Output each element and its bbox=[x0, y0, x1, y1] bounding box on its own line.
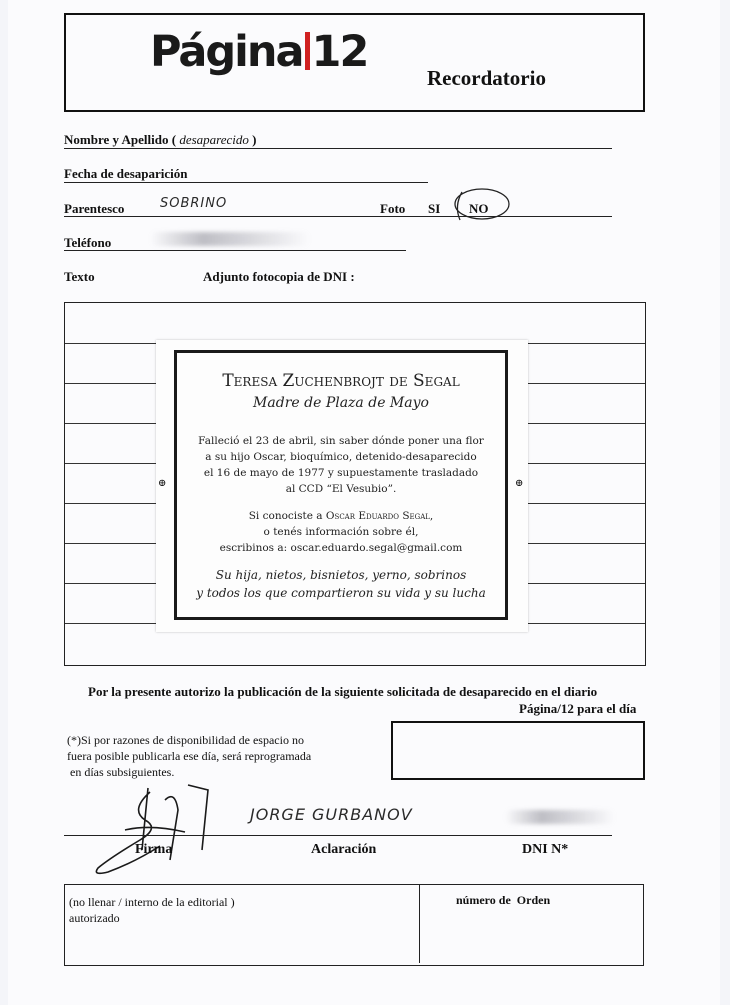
firma-label: Firma bbox=[135, 842, 173, 857]
clipping-name: Teresa Zuchenbrojt de Segal bbox=[222, 371, 460, 391]
reschedule-note-line: (*)Si por razones de disponibilidad de espacio no bbox=[67, 733, 304, 747]
clipping-contact-name: Oscar Eduardo Segal, bbox=[325, 510, 434, 522]
parentesco-line bbox=[64, 216, 612, 217]
clipping-contact-email: escribinos a: oscar.eduardo.segal@gmail.com bbox=[219, 542, 463, 554]
clip-registration-mark-right: ⊕ bbox=[515, 478, 524, 489]
editorial-note-line2: autorizado bbox=[69, 911, 120, 925]
logo-text-left: Página bbox=[150, 27, 303, 77]
telefono-line bbox=[64, 250, 406, 251]
nombre-label bbox=[64, 132, 256, 148]
nombre-label-close: ) bbox=[252, 132, 257, 147]
clipping-para2-line1 bbox=[177, 510, 505, 522]
editorial-note-line1: (no llenar / interno de la editorial ) bbox=[69, 895, 235, 909]
order-number-label: número de Orden bbox=[456, 893, 551, 907]
clipping-contact-intro: Si conociste a bbox=[248, 510, 323, 522]
clip-registration-mark-left: ⊕ bbox=[158, 478, 167, 489]
aclaracion-label: Aclaración bbox=[311, 842, 377, 857]
clipping-frame bbox=[174, 350, 508, 620]
parentesco-handwritten-value: SOBRINO bbox=[160, 196, 228, 211]
dni-copy-label: Adjunto fotocopia de DNI : bbox=[203, 269, 355, 284]
publication-date-field[interactable] bbox=[391, 721, 645, 780]
parentesco-label: Parentesco bbox=[64, 201, 125, 216]
pagina12-logo bbox=[150, 27, 367, 77]
pasted-obituary-clipping bbox=[156, 340, 528, 632]
nombre-label-text: Nombre y Apellido ( bbox=[64, 132, 177, 147]
logo-red-bar bbox=[305, 32, 310, 70]
dni-label: DNI N* bbox=[522, 842, 569, 857]
clipping-para1-line: el 16 de mayo de 1977 y supuestamente trasladado bbox=[203, 467, 479, 479]
nombre-line bbox=[64, 148, 612, 149]
clipping-para1-line: al CCD “El Vesubio”. bbox=[285, 483, 397, 495]
reschedule-note-line: fuera posible publicarla ese día, será reprogramada bbox=[67, 749, 312, 763]
form-title: Recordatorio bbox=[427, 66, 546, 90]
clipping-closing-line: y todos los que compartieron su vida y su lucha bbox=[196, 586, 486, 600]
fecha-line bbox=[64, 182, 428, 183]
dni-redacted bbox=[505, 810, 615, 824]
aclaracion-handwritten-value: JORGE GURBANOV bbox=[250, 805, 413, 824]
authorization-line2: Página/12 para el día bbox=[519, 701, 637, 716]
logo-text-right: 12 bbox=[311, 27, 368, 77]
clipping-para1-line: Falleció el 23 de abril, sin saber dónde poner una flor bbox=[198, 435, 484, 447]
clipping-para2-line2: o tenés información sobre él, bbox=[263, 526, 419, 538]
foto-label: Foto bbox=[380, 201, 406, 216]
signature-scribble bbox=[90, 780, 220, 885]
clipping-subtitle: Madre de Plaza de Mayo bbox=[253, 395, 429, 411]
foto-no-circle-mark bbox=[448, 184, 514, 224]
authorization-line1: Por la presente autorizo la publicación de la siguiente solicitada de desaparecido en el diario bbox=[88, 684, 598, 699]
reschedule-note-line: en días subsiguientes. bbox=[67, 765, 175, 779]
fecha-label: Fecha de desaparición bbox=[64, 166, 188, 181]
editorial-internal-area bbox=[64, 884, 644, 966]
texto-label: Texto bbox=[64, 269, 95, 284]
order-number-box bbox=[419, 885, 642, 963]
telefono-redacted bbox=[150, 232, 310, 246]
clipping-para1-line: a su hijo Oscar, bioquímico, detenido-desaparecido bbox=[205, 451, 477, 463]
clipping-closing-line: Su hija, nietos, bisnietos, yerno, sobrinos bbox=[215, 568, 467, 582]
foto-si-option: SI bbox=[428, 201, 441, 216]
telefono-label: Teléfono bbox=[64, 235, 112, 250]
foto-no-option: NO bbox=[469, 201, 489, 216]
nombre-hint: desaparecido bbox=[179, 132, 249, 147]
signature-line bbox=[64, 835, 612, 836]
